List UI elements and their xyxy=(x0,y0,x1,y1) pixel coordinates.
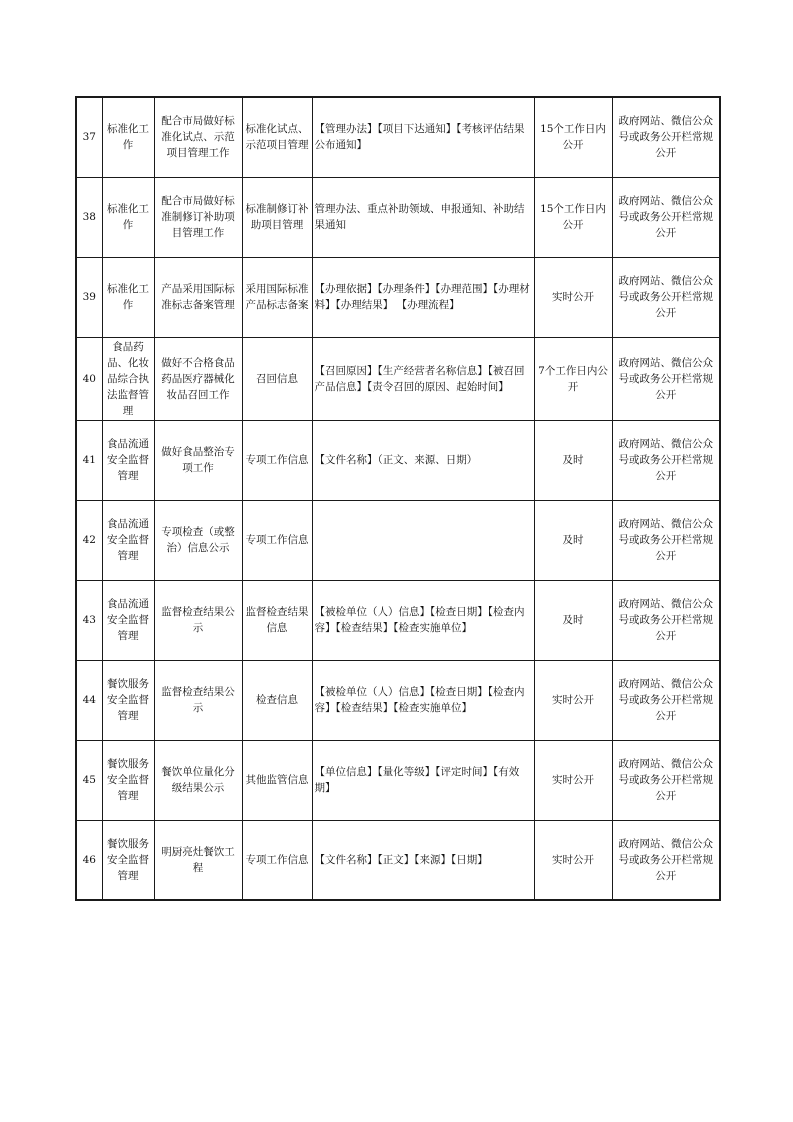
channel-cell: 政府网站、微信公众号或政务公开栏常规公开 xyxy=(612,337,720,420)
item-cell: 专项工作信息 xyxy=(242,500,312,580)
category-cell: 食品流通安全监督管理 xyxy=(102,500,154,580)
item-cell: 检查信息 xyxy=(242,660,312,740)
row-number: 41 xyxy=(76,420,102,500)
content-cell: 【文件名称】（正文、来源、日期） xyxy=(312,420,534,500)
task-cell: 产品采用国际标准标志备案管理 xyxy=(154,257,242,337)
time-limit-cell: 实时公开 xyxy=(534,257,612,337)
row-number: 43 xyxy=(76,580,102,660)
category-cell: 餐饮服务安全监督管理 xyxy=(102,740,154,820)
item-cell: 标准化试点、示范项目管理 xyxy=(242,97,312,177)
task-cell: 专项检查（或整治）信息公示 xyxy=(154,500,242,580)
task-cell: 做好食品整治专项工作 xyxy=(154,420,242,500)
table-row xyxy=(76,97,720,177)
time-limit-cell: 及时 xyxy=(534,420,612,500)
task-cell: 餐饮单位量化分级结果公示 xyxy=(154,740,242,820)
disclosure-table xyxy=(75,96,721,901)
time-limit-cell: 及时 xyxy=(534,580,612,660)
category-cell: 标准化工作 xyxy=(102,177,154,257)
content-cell: 【办理依据】【办理条件】【办理范围】【办理材料】【办理结果】 【办理流程】 xyxy=(312,257,534,337)
time-limit-cell: 7个工作日内公开 xyxy=(534,337,612,420)
time-limit-cell: 15个工作日内公开 xyxy=(534,97,612,177)
row-number: 46 xyxy=(76,820,102,900)
task-cell: 监督检查结果公示 xyxy=(154,580,242,660)
row-number: 39 xyxy=(76,257,102,337)
category-cell: 食品流通安全监督管理 xyxy=(102,420,154,500)
time-limit-cell: 实时公开 xyxy=(534,660,612,740)
category-cell: 食品药品、化妆品综合执法监督管理 xyxy=(102,337,154,420)
item-cell: 专项工作信息 xyxy=(242,420,312,500)
table-row xyxy=(76,740,720,820)
item-cell: 标准制修订补助项目管理 xyxy=(242,177,312,257)
task-cell: 明厨亮灶餐饮工程 xyxy=(154,820,242,900)
task-cell: 做好不合格食品药品医疗器械化妆品召回工作 xyxy=(154,337,242,420)
table-row xyxy=(76,337,720,420)
content-cell: 【单位信息】【量化等级】【评定时间】【有效期】 xyxy=(312,740,534,820)
table-row xyxy=(76,257,720,337)
content-cell xyxy=(312,500,534,580)
row-number: 45 xyxy=(76,740,102,820)
row-number: 42 xyxy=(76,500,102,580)
item-cell: 其他监管信息 xyxy=(242,740,312,820)
time-limit-cell: 实时公开 xyxy=(534,740,612,820)
category-cell: 标准化工作 xyxy=(102,97,154,177)
channel-cell: 政府网站、微信公众号或政务公开栏常规公开 xyxy=(612,420,720,500)
content-cell: 管理办法、重点补助领域、申报通知、补助结果通知 xyxy=(312,177,534,257)
channel-cell: 政府网站、微信公众号或政务公开栏常规公开 xyxy=(612,177,720,257)
task-cell: 监督检查结果公示 xyxy=(154,660,242,740)
content-cell: 【管理办法】【项目下达通知】【考核评估结果公布通知】 xyxy=(312,97,534,177)
row-number: 38 xyxy=(76,177,102,257)
time-limit-cell: 实时公开 xyxy=(534,820,612,900)
content-cell: 【被检单位（人）信息】【检查日期】【检查内容】【检查结果】【检查实施单位】 xyxy=(312,660,534,740)
table-row xyxy=(76,420,720,500)
channel-cell: 政府网站、微信公众号或政务公开栏常规公开 xyxy=(612,257,720,337)
category-cell: 标准化工作 xyxy=(102,257,154,337)
channel-cell: 政府网站、微信公众号或政务公开栏常规公开 xyxy=(612,660,720,740)
task-cell: 配合市局做好标准制修订补助项目管理工作 xyxy=(154,177,242,257)
channel-cell: 政府网站、微信公众号或政务公开栏常规公开 xyxy=(612,97,720,177)
item-cell: 专项工作信息 xyxy=(242,820,312,900)
row-number: 44 xyxy=(76,660,102,740)
table-row xyxy=(76,660,720,740)
channel-cell: 政府网站、微信公众号或政务公开栏常规公开 xyxy=(612,580,720,660)
category-cell: 餐饮服务安全监督管理 xyxy=(102,820,154,900)
category-cell: 食品流通安全监督管理 xyxy=(102,580,154,660)
channel-cell: 政府网站、微信公众号或政务公开栏常规公开 xyxy=(612,740,720,820)
content-cell: 【文件名称】【正文】【来源】【日期】 xyxy=(312,820,534,900)
category-cell: 餐饮服务安全监督管理 xyxy=(102,660,154,740)
task-cell: 配合市局做好标准化试点、示范项目管理工作 xyxy=(154,97,242,177)
content-cell: 【被检单位（人）信息】【检查日期】【检查内容】【检查结果】【检查实施单位】 xyxy=(312,580,534,660)
item-cell: 召回信息 xyxy=(242,337,312,420)
item-cell: 监督检查结果信息 xyxy=(242,580,312,660)
item-cell: 采用国际标准产品标志备案 xyxy=(242,257,312,337)
channel-cell: 政府网站、微信公众号或政务公开栏常规公开 xyxy=(612,500,720,580)
time-limit-cell: 15个工作日内公开 xyxy=(534,177,612,257)
table-row xyxy=(76,580,720,660)
table-row xyxy=(76,820,720,900)
row-number: 37 xyxy=(76,97,102,177)
channel-cell: 政府网站、微信公众号或政务公开栏常规公开 xyxy=(612,820,720,900)
row-number: 40 xyxy=(76,337,102,420)
time-limit-cell: 及时 xyxy=(534,500,612,580)
content-cell: 【召回原因】【生产经营者名称信息】【被召回产品信息】【责令召回的原因、起始时间】 xyxy=(312,337,534,420)
table-row xyxy=(76,500,720,580)
table-row xyxy=(76,177,720,257)
